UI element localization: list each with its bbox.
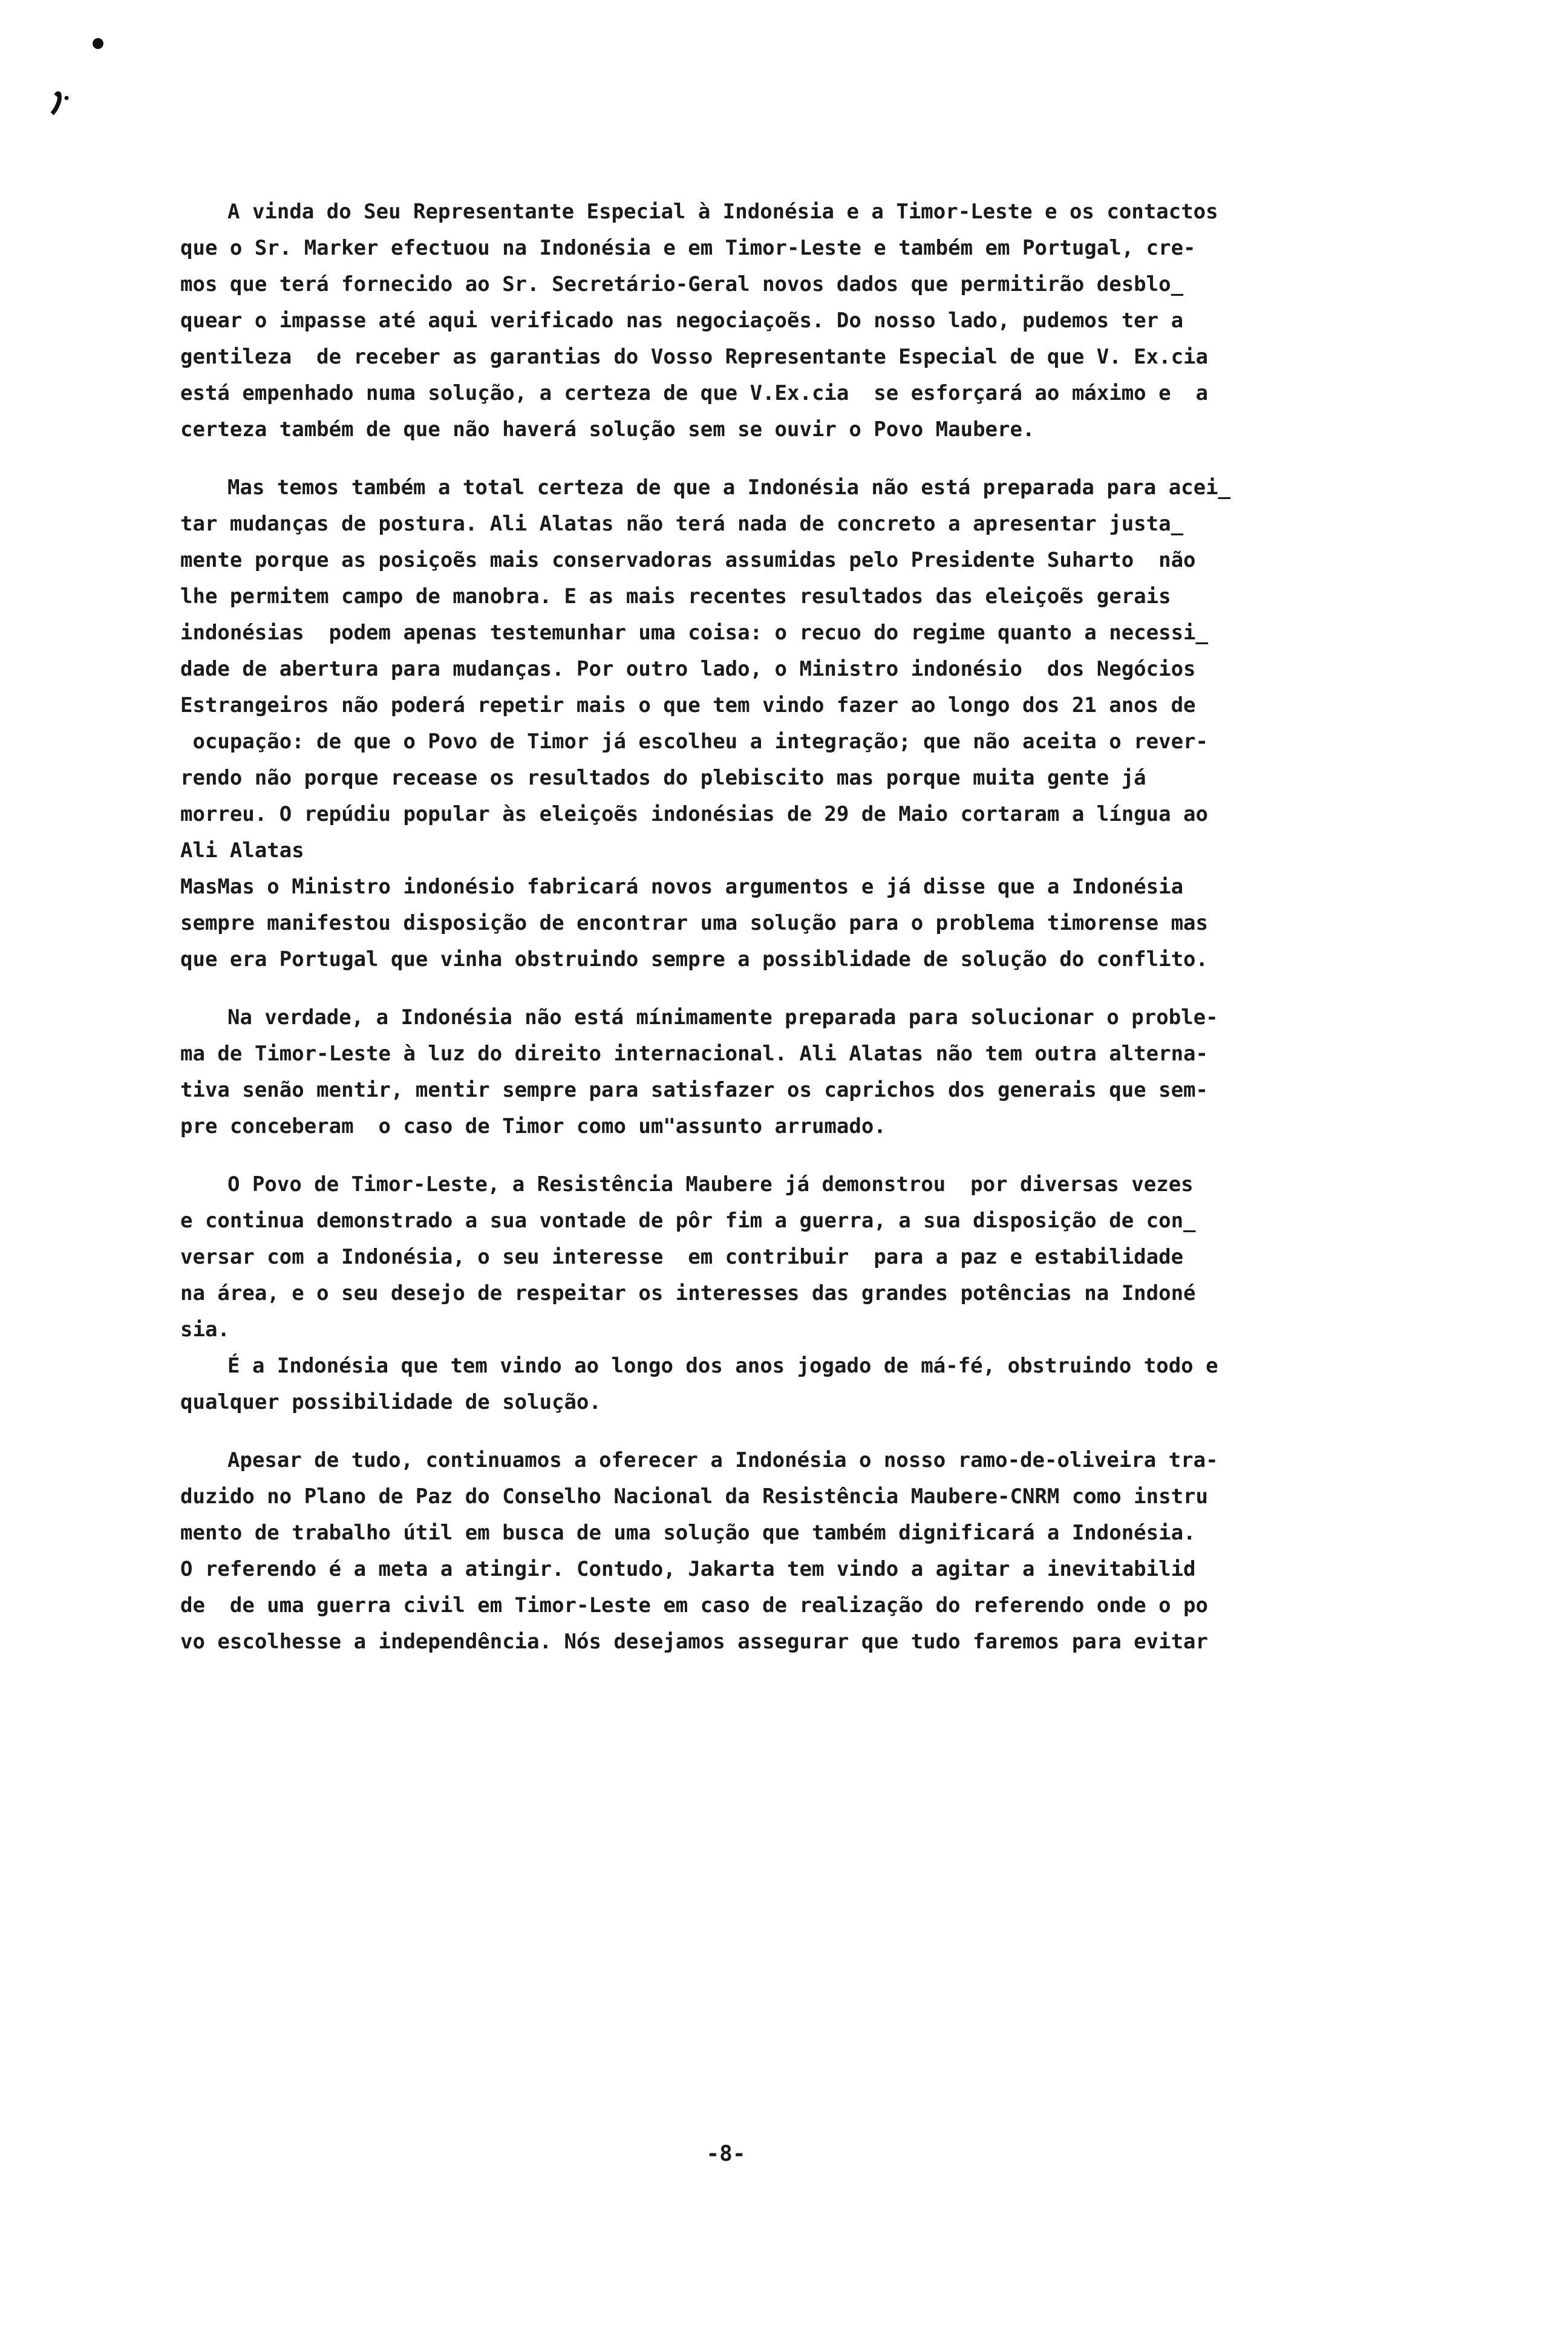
paragraph-3 xyxy=(180,869,1445,978)
text-line: ma de Timor-Leste à luz do direito internacional. Ali Alatas não tem outra alterna- xyxy=(180,1042,1208,1066)
text-line: na área, e o seu desejo de respeitar os interesses das grandes potências na Indoné xyxy=(180,1281,1196,1305)
text-line: Ali Alatas xyxy=(180,838,304,863)
text-line: Mas temos também a total certeza de que a Indonésia não está preparada para acei_ xyxy=(227,475,1231,500)
text-line: vo escolhesse a independência. Nós desejamos assegurar que tudo faremos para evitar xyxy=(180,1630,1208,1654)
text-line: rendo não porque recease os resultados do plebiscito mas porque muita gente já xyxy=(180,766,1146,790)
paragraph-4 xyxy=(180,999,1445,1144)
text-line: que era Portugal que vinha obstruindo sempre a possiblidade de solução do conflito. xyxy=(180,947,1208,971)
text-line: Apesar de tudo, continuamos a oferecer a Indonésia o nosso ramo-de-oliveira tra- xyxy=(227,1448,1218,1472)
text-line: mento de trabalho útil em busca de uma solução que também dignificará a Indonésia. xyxy=(180,1521,1196,1545)
text-line: pre conceberam o caso de Timor como um"assunto arrumado. xyxy=(180,1114,886,1138)
ink-marks xyxy=(24,24,109,121)
ink-mark-comma xyxy=(52,93,59,114)
text-line: sempre manifestou disposição de encontrar uma solução para o problema timorense mas xyxy=(180,911,1208,935)
text-line: está empenhado numa solução, a certeza de que V.Ex.cia se esforçará ao máximo e a xyxy=(180,381,1208,405)
text-line: versar com a Indonésia, o seu interesse em contribuir para a paz e estabilidade xyxy=(180,1245,1184,1269)
text-line: O Povo de Timor-Leste, a Resistência Maubere já demonstrou por diversas vezes xyxy=(227,1172,1194,1197)
text-line: quear o impasse até aqui verificado nas negociaçoẽs. Do nosso lado, pudemos ter a xyxy=(180,309,1184,333)
text-line: que o Sr. Marker efectuou na Indonésia e em Timor-Leste e também em Portugal, cre- xyxy=(180,236,1196,260)
text-line: duzido no Plano de Paz do Conselho Nacional da Resistência Maubere-CNRM como instru xyxy=(180,1484,1208,1509)
paragraph-7 xyxy=(180,1442,1445,1660)
text-line: e continua demonstrado a sua vontade de pôr fim a guerra, a sua disposição de con_ xyxy=(180,1209,1196,1233)
text-line: sia. xyxy=(180,1317,230,1342)
ink-dot-top xyxy=(93,38,103,49)
text-line: gentileza de receber as garantias do Vosso Representante Especial de que V. Ex.cia xyxy=(180,345,1208,369)
text-line: A vinda do Seu Representante Especial à Indonésia e a Timor-Leste e os contactos xyxy=(227,200,1218,224)
text-line: certeza também de que não haverá solução sem se ouvir o Povo Maubere. xyxy=(180,417,1035,442)
text-line: qualquer possibilidade de solução. xyxy=(180,1390,601,1414)
paragraph-gap xyxy=(180,448,1445,469)
paragraph-5 xyxy=(180,1166,1445,1348)
paragraph-gap xyxy=(180,978,1445,999)
text-line: dade de abertura para mudanças. Por outro lado, o Ministro indonésio dos Negócios xyxy=(180,657,1196,681)
text-line: tar mudanças de postura. Ali Alatas não terá nada de concreto a apresentar justa_ xyxy=(180,512,1184,536)
paragraph-1 xyxy=(180,194,1445,448)
paragraph-6 xyxy=(180,1348,1445,1420)
paragraph-2 xyxy=(180,469,1445,869)
text-line: ocupação: de que o Povo de Timor já escolheu a integração; que não aceita o rever- xyxy=(180,730,1208,754)
text-line: tiva senão mentir, mentir sempre para satisfazer os caprichos dos generais que sem- xyxy=(180,1078,1208,1102)
text-line: indonésias podem apenas testemunhar uma coisa: o recuo do regime quanto a necessi_ xyxy=(180,621,1208,645)
text-line: Estrangeiros não poderá repetir mais o que tem vindo fazer ao longo dos 21 anos de xyxy=(180,693,1196,717)
text-line: morreu. O repúdiu popular às eleiçoẽs indonésias de 29 de Maio cortaram a língua ao xyxy=(180,802,1208,826)
text-line: O referendo é a meta a atingir. Contudo, Jakarta tem vindo a agitar a inevitabilid xyxy=(180,1557,1196,1581)
text-line: MasMas o Ministro indonésio fabricará novos argumentos e já disse que a Indonésia xyxy=(180,875,1184,899)
text-line: de de uma guerra civil em Timor-Leste em caso de realização do referendo onde o po xyxy=(180,1593,1208,1618)
letter-body xyxy=(180,194,1445,1660)
text-line: Na verdade, a Indonésia não está mínimamente preparada para solucionar o proble- xyxy=(227,1005,1218,1030)
paragraph-gap xyxy=(180,1144,1445,1166)
ink-dot-small xyxy=(65,96,69,100)
paragraph-gap xyxy=(180,1420,1445,1442)
text-line: mente porque as posiçoẽs mais conservadoras assumidas pelo Presidente Suharto não xyxy=(180,548,1196,572)
text-line: lhe permitem campo de manobra. E as mais recentes resultados das eleiçoẽs gerais xyxy=(180,584,1171,609)
text-line: mos que terá fornecido ao Sr. Secretário-Geral novos dados que permitirão desblo_ xyxy=(180,272,1184,296)
page-number: -8- xyxy=(706,2141,746,2166)
text-line: É a Indonésia que tem vindo ao longo dos anos jogado de má-fé, obstruindo todo e xyxy=(227,1354,1218,1378)
